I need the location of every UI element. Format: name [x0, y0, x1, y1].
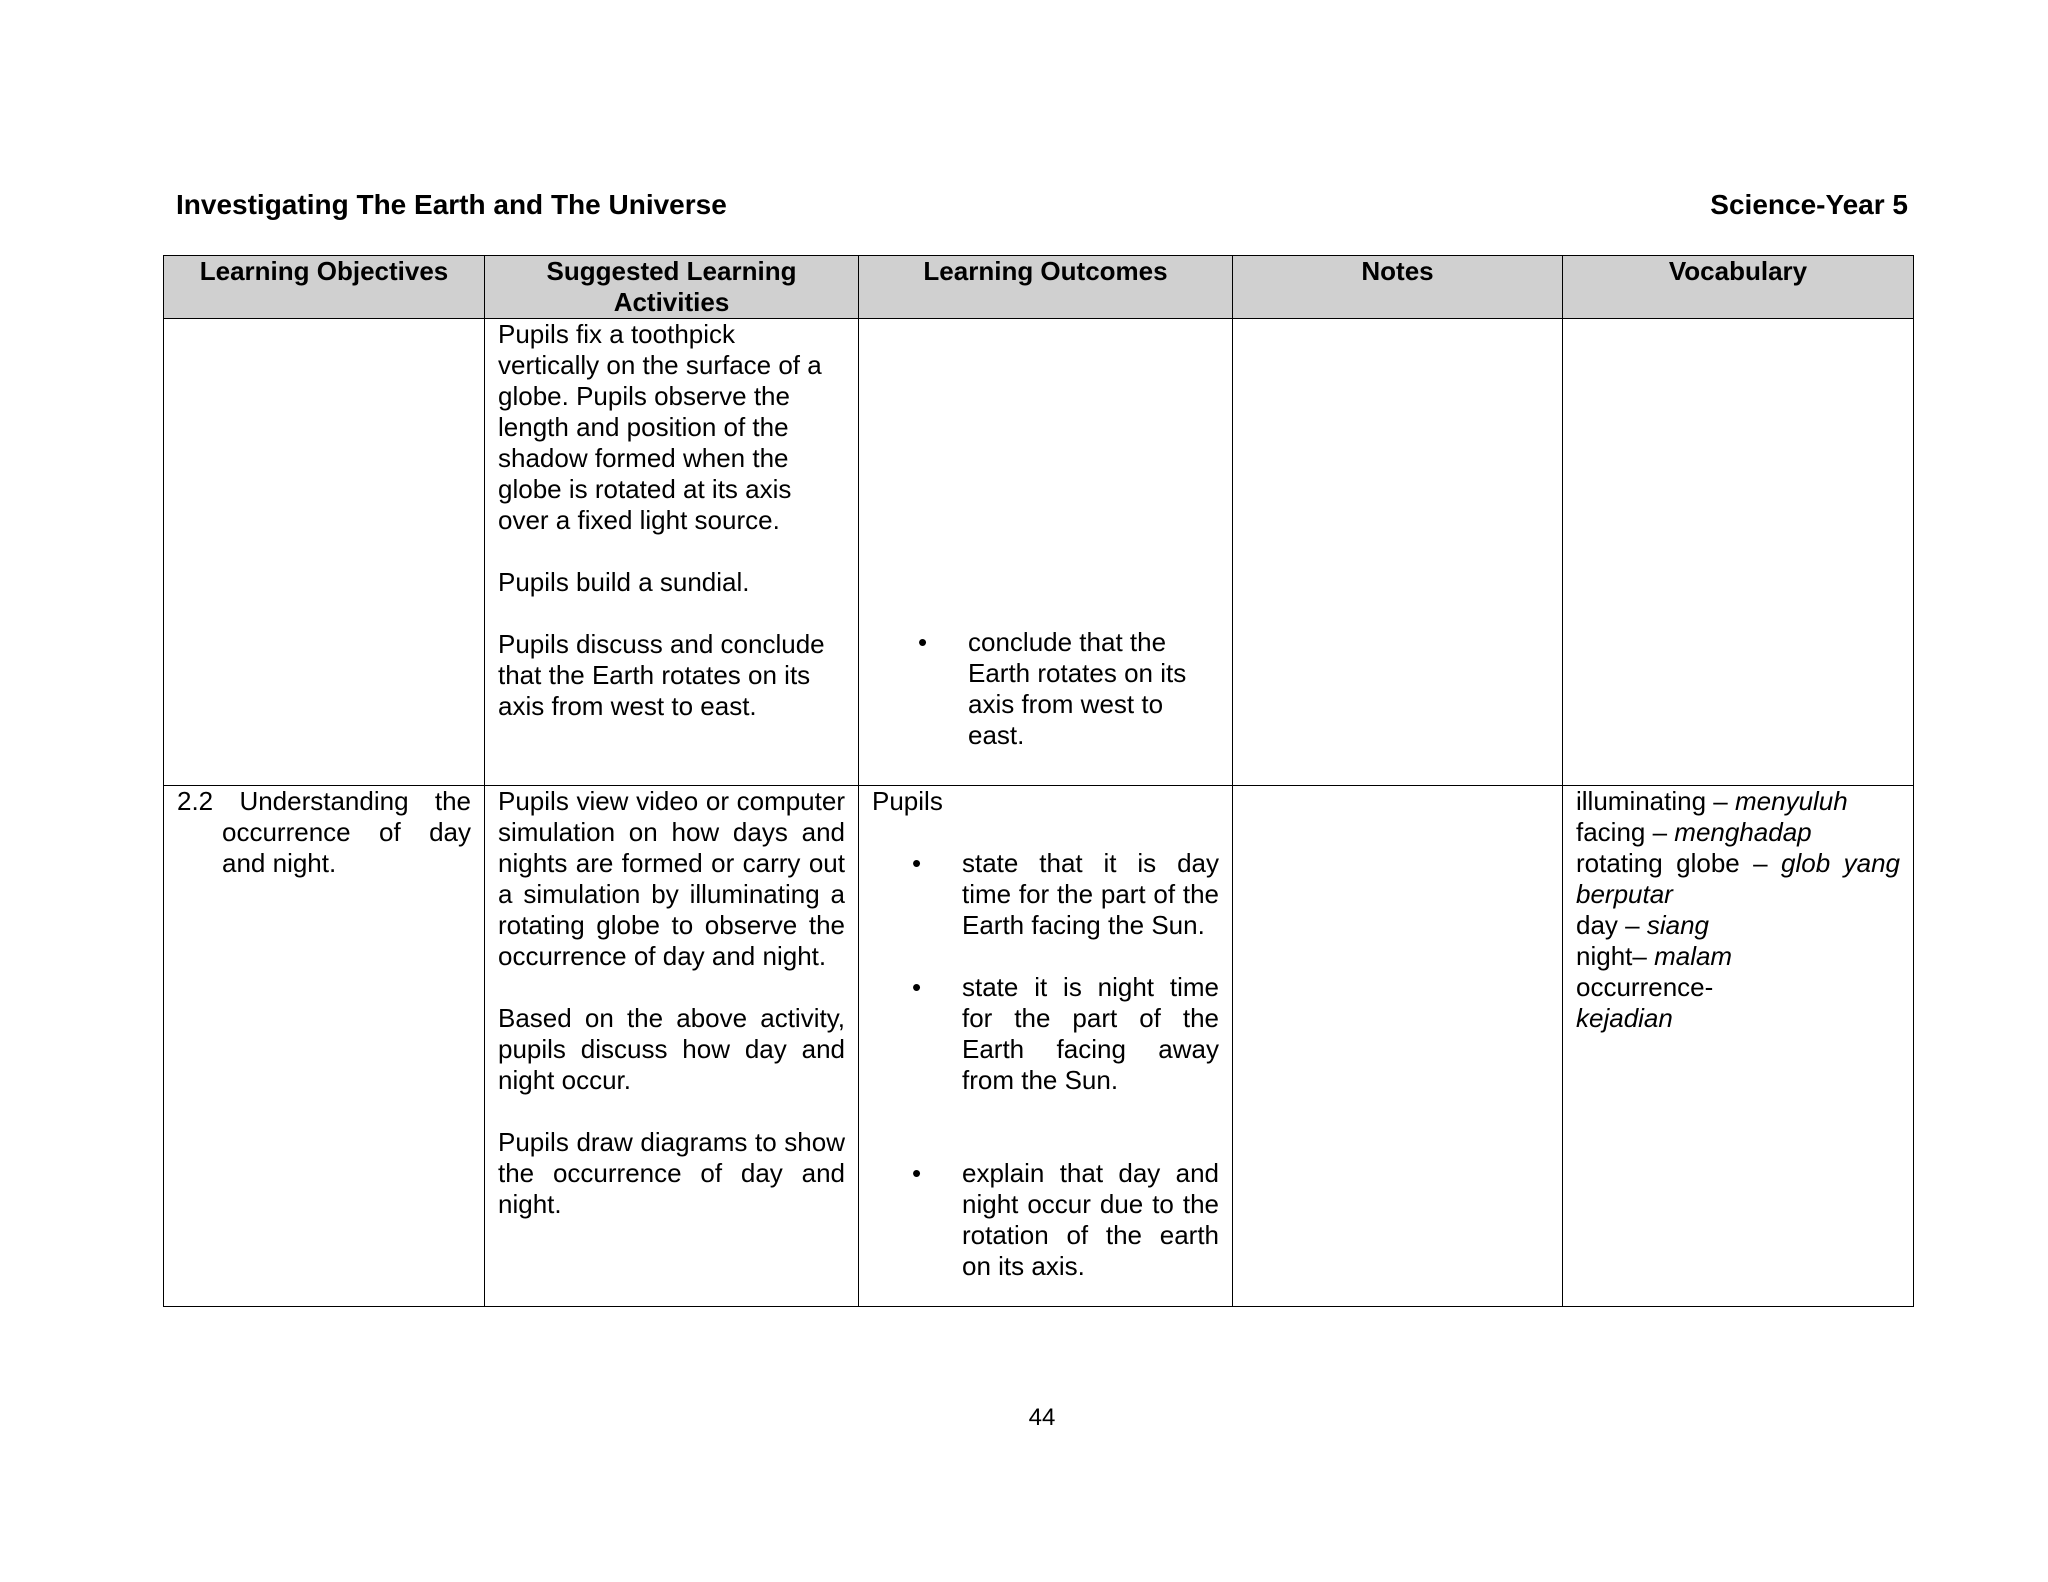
activities-cell: [485, 319, 859, 786]
table-header-row: [164, 256, 1914, 319]
vocabulary-term: illuminating –: [1576, 786, 1735, 816]
column-header-learning-objectives: Learning Objectives: [164, 256, 485, 319]
outcomes-cell: [859, 319, 1233, 786]
subject-label: Science-Year 5: [1710, 189, 1908, 220]
vocabulary-entry: [1576, 910, 1900, 941]
column-header-notes: Notes: [1233, 256, 1563, 319]
activities-cell: [485, 786, 859, 1307]
document-header: [176, 188, 1908, 228]
outcome-text: state it is night time for the part of the Earth facing away from the Sun.: [962, 972, 1219, 1095]
bullet-icon: •: [912, 848, 922, 878]
outcome-bullet: [872, 1158, 1219, 1282]
vocabulary-entry: [1576, 941, 1900, 972]
outcome-intro: Pupils: [872, 786, 943, 816]
outcomes-cell: [859, 786, 1233, 1307]
activity-paragraph: Pupils discuss and conclude that the Earth rotates on its axis from west to east.: [498, 629, 825, 721]
vocabulary-term: facing –: [1576, 817, 1675, 847]
vocabulary-term: day –: [1576, 910, 1647, 940]
vocabulary-entry: [1576, 817, 1900, 848]
vocabulary-cell: [1563, 319, 1914, 786]
vocabulary-translation: siang: [1646, 910, 1709, 940]
activity-paragraph: Pupils view video or computer simulation on how days and nights are formed or carry out a simulation by illuminating a rotating globe to observe the occurrence of day and night.: [498, 786, 845, 971]
activity-paragraph: Pupils fix a toothpick vertically on the surface of a globe. Pupils observe the length and position of the shadow formed when the globe is rotated at its axis over a fixed light source.: [498, 319, 822, 535]
vocabulary-translation: kejadian: [1576, 1003, 1673, 1033]
objective-cell: [164, 786, 485, 1307]
table-row: [164, 786, 1914, 1307]
notes-cell: [1233, 786, 1563, 1307]
activity-paragraph: Based on the above activity, pupils discuss how day and night occur.: [498, 1003, 845, 1095]
vocabulary-cell: [1563, 786, 1914, 1307]
learning-objective: 2.2 Understanding the occurrence of day and night.: [177, 786, 471, 878]
page-title: Investigating The Earth and The Universe: [176, 189, 727, 220]
column-header-learning-outcomes: Learning Outcomes: [859, 256, 1233, 319]
outcome-bullet: [872, 972, 1219, 1096]
vocabulary-entry: [1576, 848, 1900, 910]
activity-paragraph: Pupils build a sundial.: [498, 567, 750, 597]
outcome-bullet: [872, 848, 1219, 941]
notes-cell: [1233, 319, 1563, 786]
outcome-text: explain that day and night occur due to the rotation of the earth on its axis.: [962, 1158, 1219, 1281]
table-row: [164, 319, 1914, 786]
bullet-icon: •: [918, 627, 928, 657]
bullet-icon: •: [912, 1158, 922, 1188]
activity-paragraph: Pupils draw diagrams to show the occurrence of day and night.: [498, 1127, 845, 1219]
vocabulary-translation: glob yang berputar: [1576, 848, 1900, 909]
objective-cell: [164, 319, 485, 786]
vocabulary-entry: [1576, 786, 1900, 817]
page-number: 44: [1028, 1404, 1056, 1431]
outcome-bullet: [872, 627, 1219, 751]
bullet-icon: •: [912, 972, 922, 1002]
outcome-text: state that it is day time for the part of the Earth facing the Sun.: [962, 848, 1219, 940]
outcome-text: conclude that the Earth rotates on its axis from west to east.: [968, 627, 1187, 750]
vocabulary-entry: [1576, 972, 1736, 1034]
vocabulary-term: occurrence-: [1576, 972, 1714, 1002]
vocabulary-term: rotating globe –: [1576, 848, 1782, 878]
column-header-vocabulary: Vocabulary: [1563, 256, 1914, 319]
vocabulary-translation: menyuluh: [1734, 786, 1848, 816]
vocabulary-term: night–: [1576, 941, 1655, 971]
vocabulary-translation: malam: [1654, 941, 1733, 971]
column-header-suggested-learning-activities: Suggested Learning Activities: [485, 256, 859, 319]
vocabulary-translation: menghadap: [1674, 817, 1812, 847]
syllabus-table: [163, 255, 1914, 1307]
